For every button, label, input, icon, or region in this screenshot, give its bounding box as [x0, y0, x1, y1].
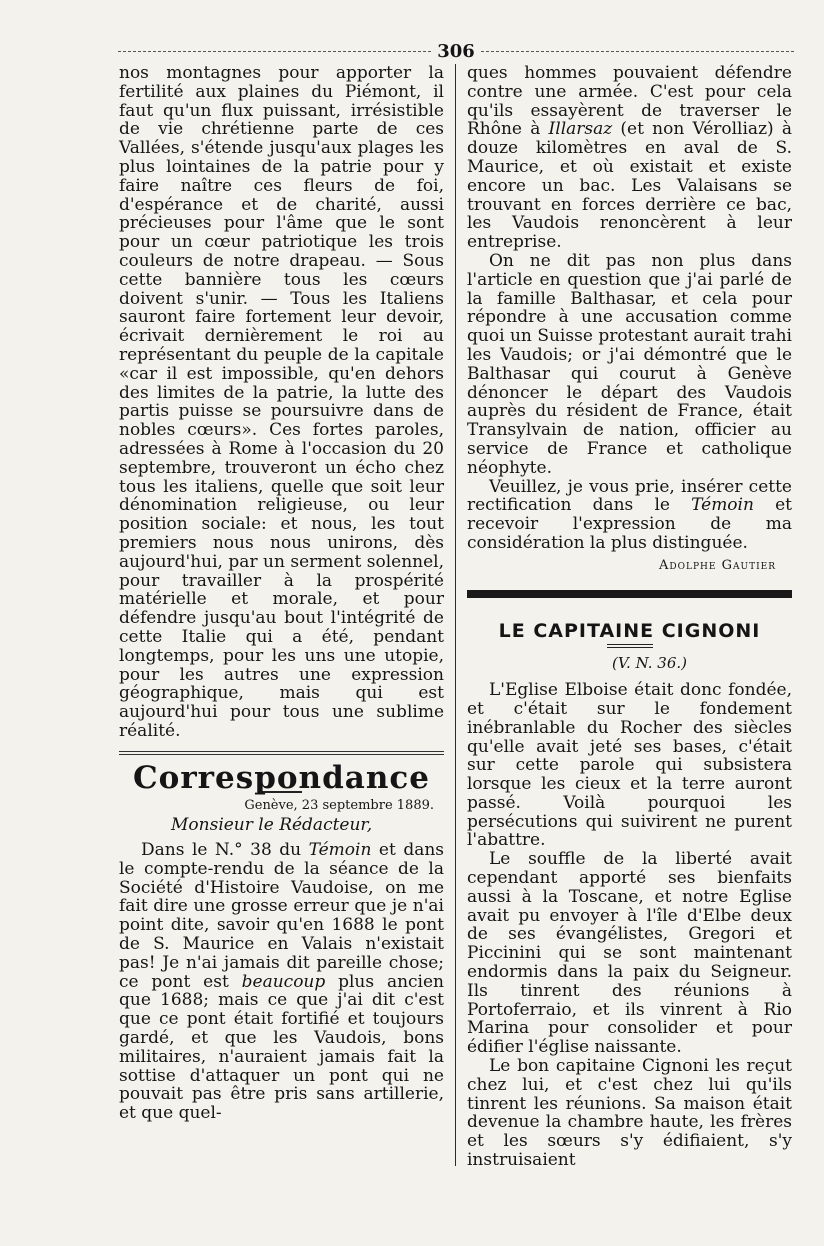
text-run: plus ancien que 1688; mais ce que j'ai dit c'est que ce pont était fortifié et toujours gardé, et que les Vaudois, bons militaires, n'auraient jamais fait la sottise d'attaquer un pont qui ne pouvait pas être pris sans artillerie, et que quel-	[119, 971, 444, 1124]
letter-salutation: Monsieur le Rédacteur,	[171, 815, 373, 836]
text-run: et recevoir l'expression de ma considération la plus distinguée.	[467, 495, 792, 553]
letter-signature: Adolphe Gautier	[659, 557, 776, 573]
right-column	[467, 64, 792, 1170]
place-name: Illarsaz	[548, 119, 613, 140]
header-rule-left	[118, 51, 431, 52]
letter-dateline: Genève, 23 septembre 1889.	[244, 798, 434, 814]
text-run: (et non Vérolliaz) à douze kilomètres en aval de S. Maurice, et où existait et existe encore un bac. Les Valaisans se trouvant en forces derrière ce bac, les Vaudois renoncèrent à leur entreprise.	[467, 119, 792, 253]
column-divider	[455, 64, 456, 1166]
article-paragraph-1: L'Eglise Elboise était donc fondée, et c'était sur le fondement inébranlable du Rocher des siècles qu'elle avait jeté ses bases, c'était sur cette parole qui subsistera lorsque les cieux et la terre auront passé. Voilà pourquoi les persécutions qui suivirent ne purent l'abattre.	[467, 680, 792, 851]
left-paragraph-1: nos montagnes pour apporter la fertilité aux plaines du Piémont, il faut qu'un flux puissant, irrésistible de vie chrétienne parte de ces Vallées, s'étende jusqu'aux plages les plus lointaines de la patrie pour y faire naître ces fleurs de foi, d'espérance et de charité, aussi précieuses pour l'âme que le sont pour un cœur patriotique les trois couleurs de notre drapeau. — Sous cette bannière tous les cœurs doivent s'unir. — Tous les Italiens sauront faire fortement leur devoir, écrivait dernièrement le roi au représentant du peuple de la capitale «car il est impossible, qu'en dehors des limites de la patrie, la lutte des partis puisse se poursuivre dans de nobles cœurs». Ces fortes paroles, adressées à Rome à l'occasion du 20 septembre, trouveront un écho chez tous les italiens, quelle que soit leur dénomination religieuse, ou leur position sociale: et nous, les tout premiers nous nous unirons, dès aujourd'hui, par un serment solennel, pour travailler à la prospérité matérielle et morale, et pour défendre jusqu'au bout l'intégrité de cette Italie qui a été, pendant longtemps, pour les uns une utopie, pour les autres une expression géographique, mais qui est aujourd'hui pour tous une sublime réalité.	[119, 63, 444, 741]
letter-paragraph-1	[119, 841, 444, 1123]
article-paragraph-2: Le souffle de la liberté avait cependant apporté ses bienfaits aussi à la Toscane, et notre Eglise avait pu envoyer à l'île d'Elbe deux de ses évangélistes, Gregori et Piccinini qui se sont maintenant endormis dans la paix du Seigneur. Ils tinrent des réunions à Portoferraio, et ils vinrent à Rio Marina pour consolider et pour édifier l'église naissante.	[467, 849, 792, 1058]
article-separator	[467, 590, 792, 598]
header-rule-right	[481, 51, 794, 52]
section-rule-bottom	[119, 754, 444, 755]
journal-name: Témoin	[308, 840, 372, 861]
text-run: Dans le N.° 38 du	[141, 840, 309, 861]
emphasis-word: beaucoup	[241, 971, 326, 992]
page-header	[118, 40, 794, 62]
article-title: LE CAPITAINE CIGNONI	[498, 619, 761, 642]
article-reference: (V. N. 36.)	[611, 654, 687, 673]
letter-paragraph-3: On ne dit pas non plus dans l'article en question que j'ai parlé de la famille Balthasar, et cela pour répondre à une accusation comme quoi un Suisse protestant aurait trahi les Vaudois; or j'ai démontré que le Balthasar qui courut à Genève dénoncer le départ des Vaudois auprès du résident de France, était Transylvain de nation, officier au service de France et catholique néophyte.	[467, 250, 792, 478]
letter-paragraph-2	[467, 64, 792, 252]
page-number: 306	[437, 40, 475, 62]
title-double-rule	[607, 644, 653, 648]
left-column	[119, 64, 444, 1123]
text-run: et dans le compte-rendu de la séance de la Société d'Histoire Vaudoise, on me fait dire une grosse erreur que je n'ai point dite, savoir qu'en 1688 le pont de S. Maurice en Valais n'existait pas! Je n'ai jamais dit pareille chose; ce pont est	[119, 840, 445, 992]
letter-paragraph-4	[467, 478, 792, 553]
text-run: ques hommes pouvaient défendre contre une armée. C'est pour cela qu'ils essayèrent de traverser le Rhône à	[467, 63, 792, 140]
article-paragraph-3: Le bon capitaine Cignoni les reçut chez lui, et c'est chez lui qu'ils tinrent les réunions. Sa maison était devenue la chambre haute, les frères et les sœurs s'y édifiaient, s'y instruisaient	[467, 1056, 792, 1171]
section-title-correspondance: Correspondance	[133, 759, 430, 796]
journal-name: Témoin	[691, 495, 754, 516]
text-run: Veuillez, je vous prie, insérer cette rectification dans le	[467, 476, 792, 516]
section-rule-top	[119, 751, 444, 752]
